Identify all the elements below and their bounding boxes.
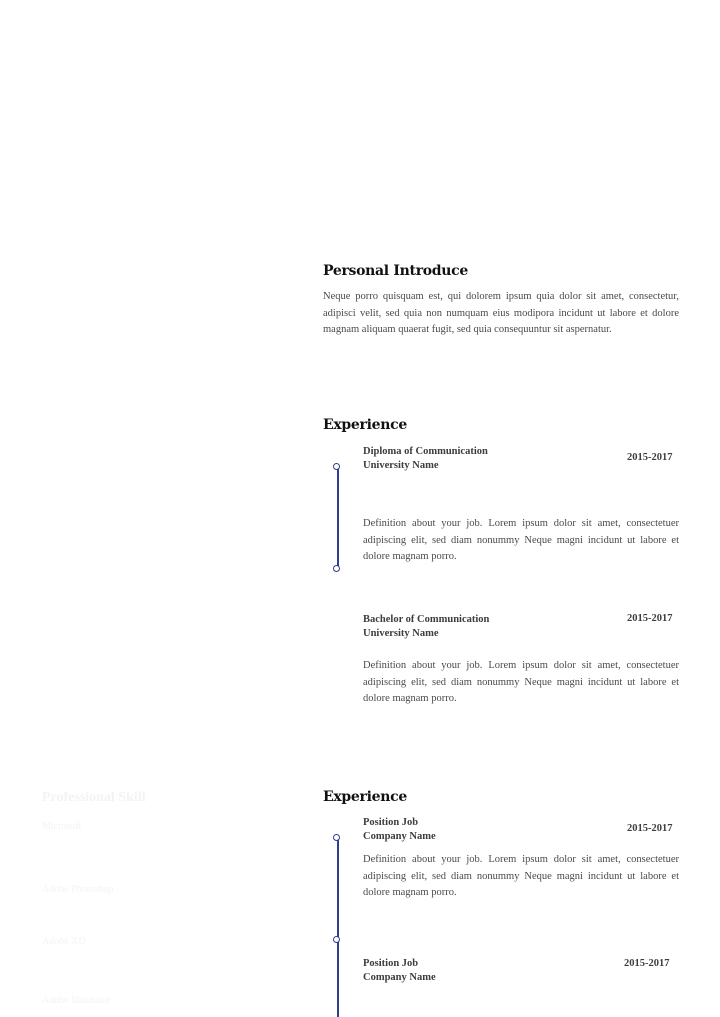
entry-date: 2015-2017 [627, 613, 673, 624]
entry-description: Definition about your job. Lorem ipsum dolor sit amet, consectetuer adipiscing elit, sed diam nonummy Neque magni incidunt ut labore et dolore magnam porro. [363, 854, 679, 898]
timeline-dot [333, 565, 340, 572]
skill-item: Adobe Photoshop [42, 884, 114, 895]
entry-place: University Name [363, 628, 439, 639]
timeline-line [337, 467, 339, 569]
entry-role: Diploma of Communication [363, 446, 488, 457]
entry-role: Position Job [363, 817, 419, 828]
entry-description: Definition about your job. Lorem ipsum dolor sit amet, consectetuer adipiscing elit, sed diam nonummy Neque magni incidunt ut labore et dolore magnam porro. [363, 660, 679, 704]
skill-item: Adobe XD [42, 936, 86, 947]
skill-item: Adobe Illustrator [42, 995, 111, 1006]
entry-role: Bachelor of Communication [363, 614, 490, 625]
experience-heading-work: Experience [323, 789, 407, 805]
timeline-dot [333, 463, 340, 470]
entry-place: Company Name [363, 972, 436, 983]
entry-role: Position Job [363, 958, 419, 969]
timeline-line [337, 838, 339, 1017]
entry-date: 2015-2017 [627, 823, 673, 834]
experience-heading-education: Experience [323, 417, 407, 433]
timeline-dot [333, 936, 340, 943]
entry-date: 2015-2017 [627, 452, 673, 463]
timeline-dot [333, 834, 340, 841]
entry-place: Company Name [363, 831, 436, 842]
skill-item: Microsoft [42, 821, 82, 832]
entry-date: 2015-2017 [624, 958, 670, 969]
entry-place: University Name [363, 460, 439, 471]
intro-heading: Personal Introduce [323, 263, 469, 279]
intro-text: Neque porro quisquam est, qui dolorem ipsum quia dolor sit amet, consectetur, adipisci velit, sed quia non numquam eius modipora incidunt ut labore et dolore magnam aliquam quaerat fugit, sed quia consequuntur sit aspernatur. [323, 291, 679, 335]
skills-heading: Professional Skill [42, 790, 146, 805]
entry-description: Definition about your job. Lorem ipsum dolor sit amet, consectetuer adipiscing elit, sed diam nonummy Neque magni incidunt ut labore et dolore magnam porro. [363, 518, 679, 562]
